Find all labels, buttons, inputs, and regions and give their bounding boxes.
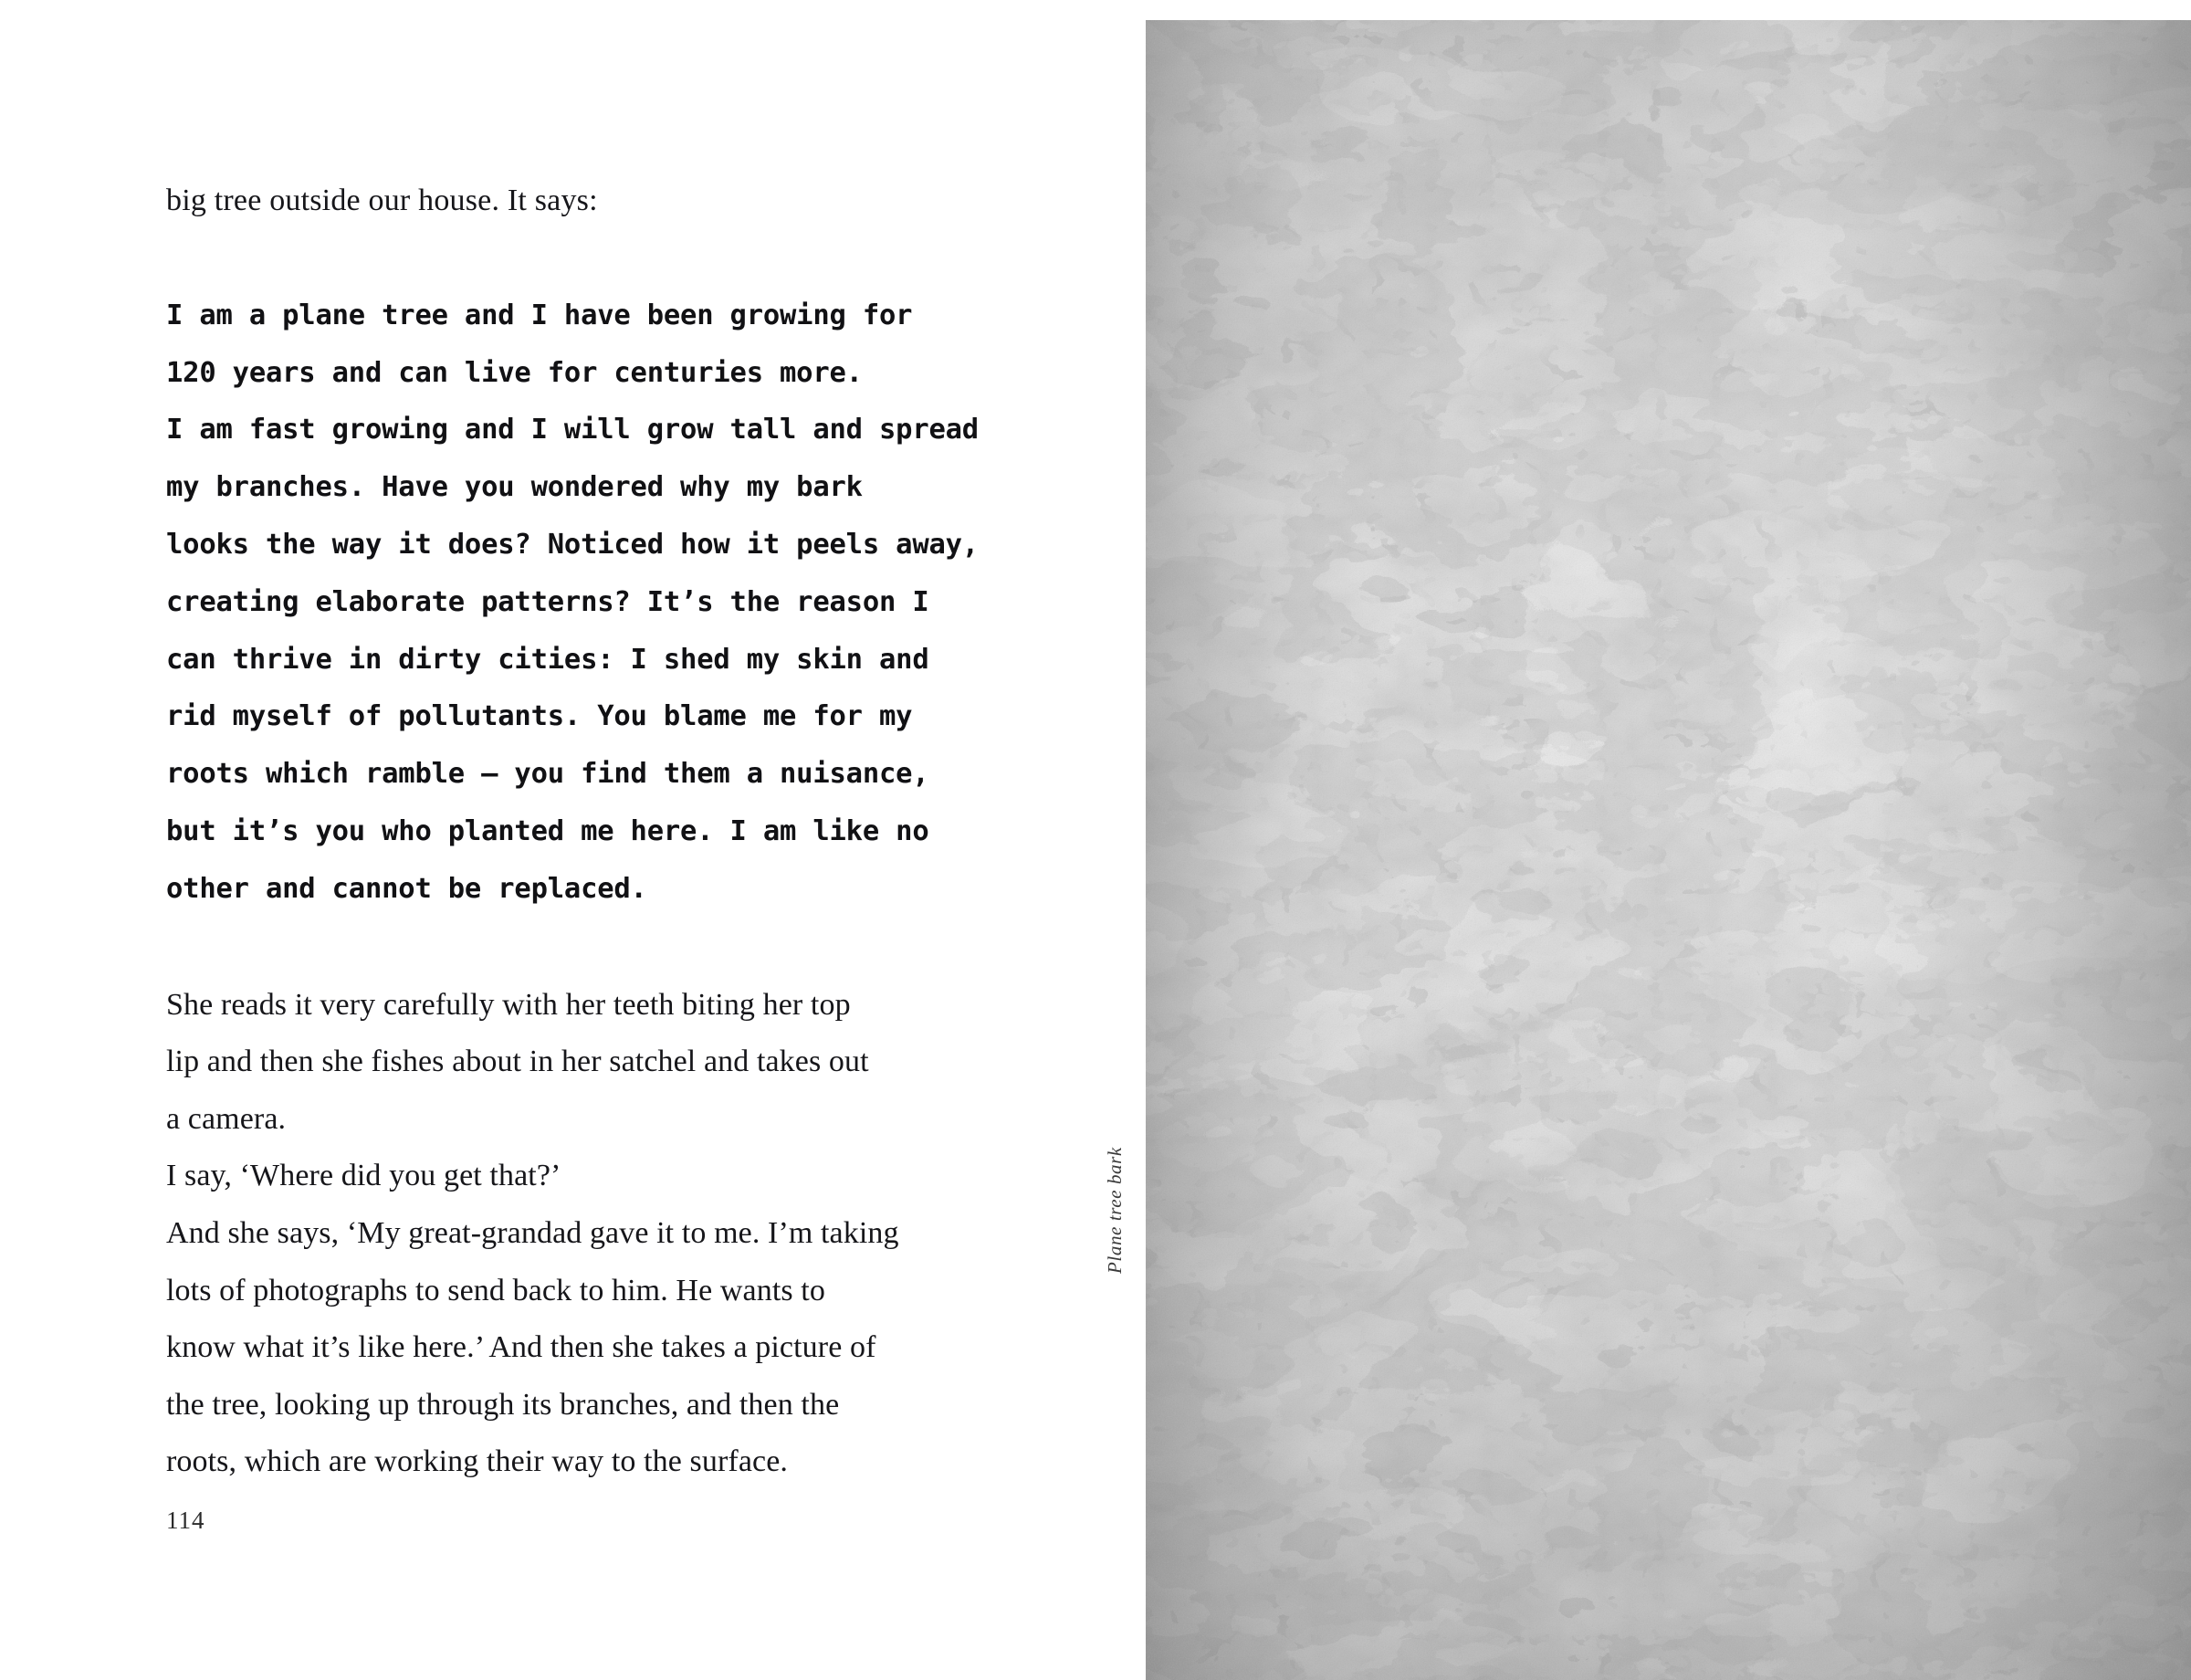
- narrative-line: lip and then she fishes about in her satchel and takes out: [166, 1045, 869, 1079]
- sign-line: I am fast growing and I will grow tall and spread: [166, 414, 979, 446]
- narrative-line: She reads it very carefully with her teeth biting her top: [166, 987, 851, 1022]
- sign-line: I am a plane tree and I have been growing for: [166, 299, 913, 331]
- page-number: 114: [166, 1507, 205, 1534]
- sign-line: rid myself of pollutants. You blame me for my: [166, 700, 913, 733]
- sign-line: looks the way it does? Noticed how it peels away,: [166, 529, 979, 561]
- sign-line: 120 years and can live for centuries more.: [166, 356, 863, 389]
- sign-line: my branches. Have you wondered why my bark: [166, 471, 863, 504]
- narrative-line: know what it’s like here.’ And then she takes a picture of: [166, 1330, 876, 1365]
- narrative-line: a camera.: [166, 1101, 287, 1136]
- tree-sign-quote: [166, 288, 1061, 919]
- narrative-line: lots of photographs to send back to him. He wants to: [166, 1273, 825, 1307]
- narrative-line: roots, which are working their way to the surface.: [166, 1444, 788, 1479]
- narrative-line: And she says, ‘My great-grandad gave it to me. I’m taking: [166, 1215, 899, 1250]
- sign-line: other and cannot be replaced.: [166, 872, 647, 905]
- text-column: [166, 177, 1079, 1491]
- photo-caption: Plane tree bark: [1104, 1147, 1126, 1274]
- narrative-line: I say, ‘Where did you get that?’: [166, 1159, 561, 1193]
- sign-line: but it’s you who planted me here. I am like no: [166, 815, 929, 848]
- plane-tree-bark-photo: [1146, 20, 2191, 1680]
- sign-line: roots which ramble – you find them a nuisance,: [166, 758, 929, 791]
- narrative-paragraph: [166, 977, 1070, 1491]
- narrative-line: the tree, looking up through its branches, and then the: [166, 1387, 840, 1422]
- lead-line: big tree outside our house. It says:: [166, 184, 598, 217]
- sign-line: creating elaborate patterns? It’s the reason I: [166, 585, 929, 618]
- sign-line: can thrive in dirty cities: I shed my skin and: [166, 643, 929, 676]
